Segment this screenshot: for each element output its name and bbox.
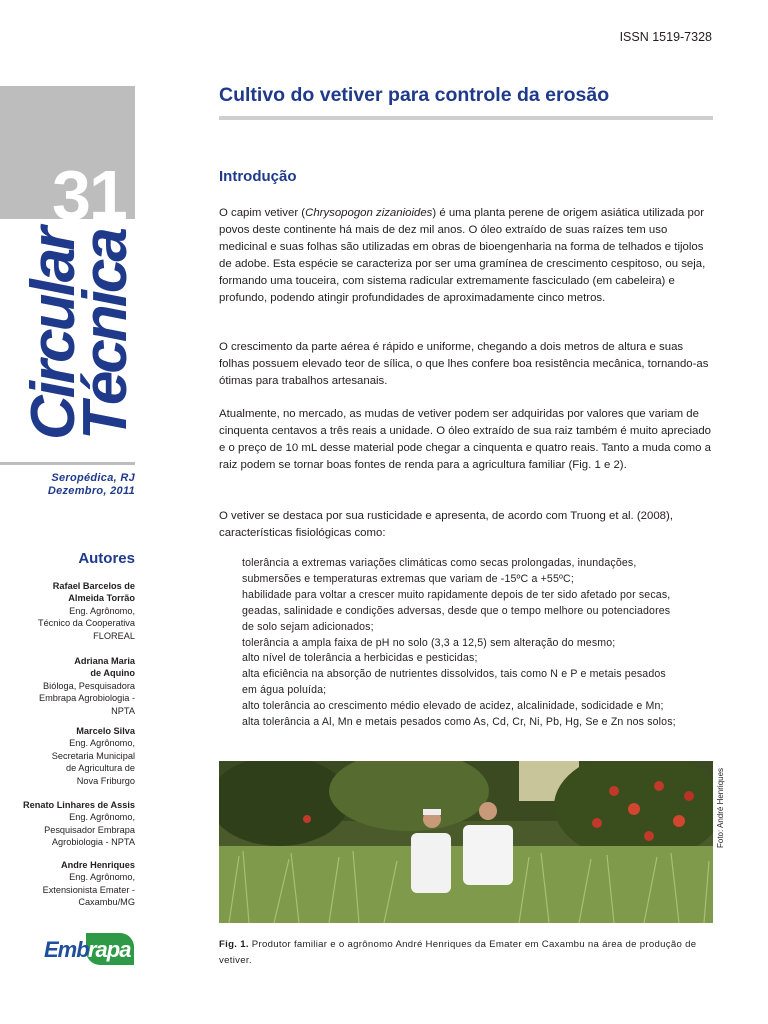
list-item: submersões e temperaturas extremas que variam de -15ºC a +55ºC; xyxy=(242,572,574,585)
photo-credit: Foto: André Henriques xyxy=(716,767,725,848)
author-entry xyxy=(10,725,135,787)
list-item: tolerância a ampla faixa de pH no solo (3,3 a 12,5) sem alteração do mesmo; xyxy=(242,636,616,649)
species-name: Chrysopogon zizanioides xyxy=(305,207,433,219)
author-entry xyxy=(10,580,135,642)
author-description: FLOREAL xyxy=(93,630,135,641)
author-name: Andre Henriques xyxy=(60,860,135,870)
list-item: de solo sejam adicionados; xyxy=(242,620,374,633)
list-item: alta tolerância a Al, Mn e metais pesados como As, Cd, Cr, Ni, Pb, Hg, Se e Zn nos solos; xyxy=(242,716,676,729)
author-entry xyxy=(10,799,135,849)
p1-intro: O capim vetiver ( xyxy=(219,207,306,219)
author-entry xyxy=(10,655,135,717)
author-name: Renato Linhares de Assis xyxy=(23,800,135,810)
author-name: de Aquino xyxy=(90,668,135,679)
authors-heading: Autores xyxy=(78,550,135,567)
caption-text: Produtor familiar e o agrônomo André Henriques da Emater em Caxambu na área de produção de vetiver. xyxy=(219,939,697,966)
document-title: Cultivo do vetiver para controle da erosão xyxy=(219,84,610,106)
series-title-line2: Técnica xyxy=(71,230,140,440)
list-item: alto nível de tolerância a herbicidas e pesticidas; xyxy=(242,652,478,665)
paragraph-1 xyxy=(219,205,713,306)
author-name: Marcelo Silva xyxy=(76,726,135,736)
characteristics-list xyxy=(242,556,717,731)
logo-text-left: Emb xyxy=(44,937,89,962)
author-entry xyxy=(10,859,135,909)
list-item: geadas, salinidade e condições adversas, desde que o tempo melhore ou potenciadores xyxy=(242,604,671,617)
series-title xyxy=(19,20,140,440)
author-description: Nova Friburgo xyxy=(76,775,135,786)
publication-date: Dezembro, 2011 xyxy=(47,485,135,497)
logo-text-right: rapa xyxy=(88,937,131,962)
paragraph-3: Atualmente, no mercado, as mudas de vetiver podem ser adquiridas por valores que variam de cinquenta centavos a três reais a unidade. O óleo extraído de sua raiz também é muito apreciado e o preço de 10 mL desse material pode chegar a cinquenta e quatro reais. Tanto a muda como a raiz podem se tornar boas fontes de renda para a agricultura familiar (Fig. 1 e 2). xyxy=(219,408,712,471)
author-name: Adriana Maria xyxy=(74,656,135,666)
figure-caption xyxy=(219,937,713,969)
author-description: Eng. Agrônomo, xyxy=(69,738,135,749)
issn-label: ISSN 1519-7328 xyxy=(619,30,712,44)
author-description: Eng. Agrônomo, xyxy=(69,605,135,616)
author-description: Bióloga, Pesquisadora xyxy=(43,680,135,691)
list-item: tolerância a extremas variações climáticas como secas prolongadas, inundações, xyxy=(242,557,637,569)
list-item: em água poluída; xyxy=(242,684,327,697)
author-description: Técnico da Cooperativa xyxy=(37,618,135,629)
author-description: Extensionista Emater - xyxy=(42,884,135,895)
publication-place: Seropédica, RJ xyxy=(51,472,135,484)
author-name: Almeida Torrão xyxy=(68,593,135,604)
list-item: alto tolerância ao crescimento médio elevado de acidez, alcalinidade, sodicidade e Mn; xyxy=(242,700,664,713)
caption-label: Fig. 1. xyxy=(219,939,249,950)
author-description: Eng. Agrônomo, xyxy=(69,872,135,883)
author-description: Agrobiologia - NPTA xyxy=(51,837,135,848)
figure-1-photo xyxy=(219,761,713,923)
list-item: habilidade para voltar a crescer muito rapidamente depois de ter sido afetado por secas, xyxy=(242,588,671,601)
author-description: Secretaria Municipal xyxy=(51,750,135,761)
paragraph-4: O vetiver se destaca por sua rusticidade e apresenta, de acordo com Truong et al. (2008), características fisiológicas como: xyxy=(219,510,673,539)
author-description: Embrapa Agrobiologia - xyxy=(38,693,135,704)
embrapa-logo xyxy=(44,933,136,965)
series-title-line1: Circular xyxy=(19,229,88,440)
author-description: NPTA xyxy=(111,705,135,716)
author-description: Pesquisador Embrapa xyxy=(44,824,135,835)
list-item: alta eficiência na absorção de nutrientes dissolvidos, tais como N e P e metais pesados xyxy=(242,668,666,681)
author-name: Rafael Barcelos de xyxy=(52,581,135,591)
sidebar-divider xyxy=(0,462,135,465)
author-description: Eng. Agrônomo, xyxy=(69,812,135,823)
author-description: Caxambu/MG xyxy=(78,897,135,908)
issue-number: 31 xyxy=(52,156,126,234)
p1-body: ) é uma planta perene de origem asiática utilizada por povos deste continente há mais de dez mil anos. O óleo extraído de suas raízes tem uso medicinal e suas folhas são utilizadas em obras de bioengenharia na forma de telhados e tijolos de adobe. Esta espécie se caracteriza por ser uma gramínea de crescimento cespitoso, ou seja, formando uma touceira, com sistema radicular extremamente fasciculado (em cabeleira) e profundo, podendo atingir profundidades de aproximadamente cinco metros. xyxy=(219,207,706,304)
section-heading: Introdução xyxy=(219,168,297,185)
title-underline xyxy=(219,116,713,120)
paragraph-2: O crescimento da parte aérea é rápido e uniforme, chegando a dois metros de altura e suas folhas possuem elevado teor de sílica, o que lhes confere boa resistência mecânica, tornando-as ótimas para trabalhos artesanais. xyxy=(219,341,709,387)
author-description: de Agricultura de xyxy=(66,763,135,774)
